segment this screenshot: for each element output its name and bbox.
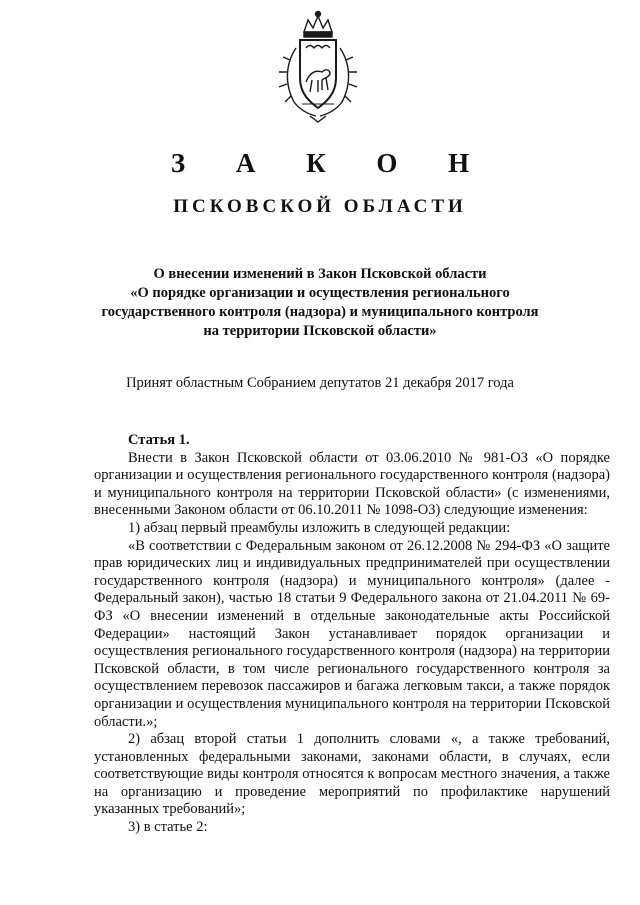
document-body — [94, 432, 610, 837]
heading-line: О внесении изменений в Закон Псковской области — [153, 266, 487, 282]
law-title: З А К О Н — [170, 148, 492, 178]
law-heading — [100, 265, 540, 341]
heading-line: государственного контроля (надзора) и муниципального контроля — [101, 304, 539, 320]
paragraph: 1) абзац первый преамбулы изложить в следующей редакции: — [128, 519, 511, 536]
paragraph: 3) в статье 2: — [128, 819, 208, 836]
heading-line: «О порядке организации и осуществления регионального — [130, 285, 510, 301]
heading-line: на территории Псковской области» — [203, 323, 437, 339]
adoption-note: Принят областным Собранием депутатов 21 декабря 2017 года — [126, 375, 514, 391]
paragraph: «В соответствии с Федеральным законом от 26.12.2008 № 294-ФЗ «О защите прав юридических лиц и индивидуальных предпринимателей при осуществлении государственного контроля (надзора) и муниципального контроля» (далее - Федеральный закон), частью 18 статьи 9 Федерального закона от 21.04.2011 № 69-ФЗ «О внесении изменений в отдельные законодательные акты Российской Федерации» настоящий Закон устанавливает порядок организации и осуществления регионального государственного контроля (надзора) на территории Псковской области, в том числе регионального государственного контроля за осуществлением перевозок пассажиров и багажа легковым такси, а также порядок организации и осуществления муниципального контроля на территории Псковской области.»; — [94, 537, 610, 730]
pskov-coat-of-arms-emblem — [266, 8, 370, 124]
paragraph: Внести в Закон Псковской области от 03.06.2010 № 981-ОЗ «О порядке организации и осуществления регионального государственного контроля (надзора) и муниципального контроля на территории Псковской области» (с изменениями, внесенными Законом области от 06.10.2011 № 1098-ОЗ) следующие изменения: — [94, 449, 610, 519]
article-title: Статья 1. — [128, 432, 190, 448]
law-subtitle: ПСКОВСКОЙ ОБЛАСТИ — [173, 196, 467, 217]
paragraph: 2) абзац второй статьи 1 дополнить словами «, а также требований, установленных федеральными законами, законами области, в случаях, если соответствующие виды контроля относятся к вопросам местного значения, а также на организацию и проведение мероприятий по профилактике нарушений указанных требований»; — [94, 731, 610, 818]
